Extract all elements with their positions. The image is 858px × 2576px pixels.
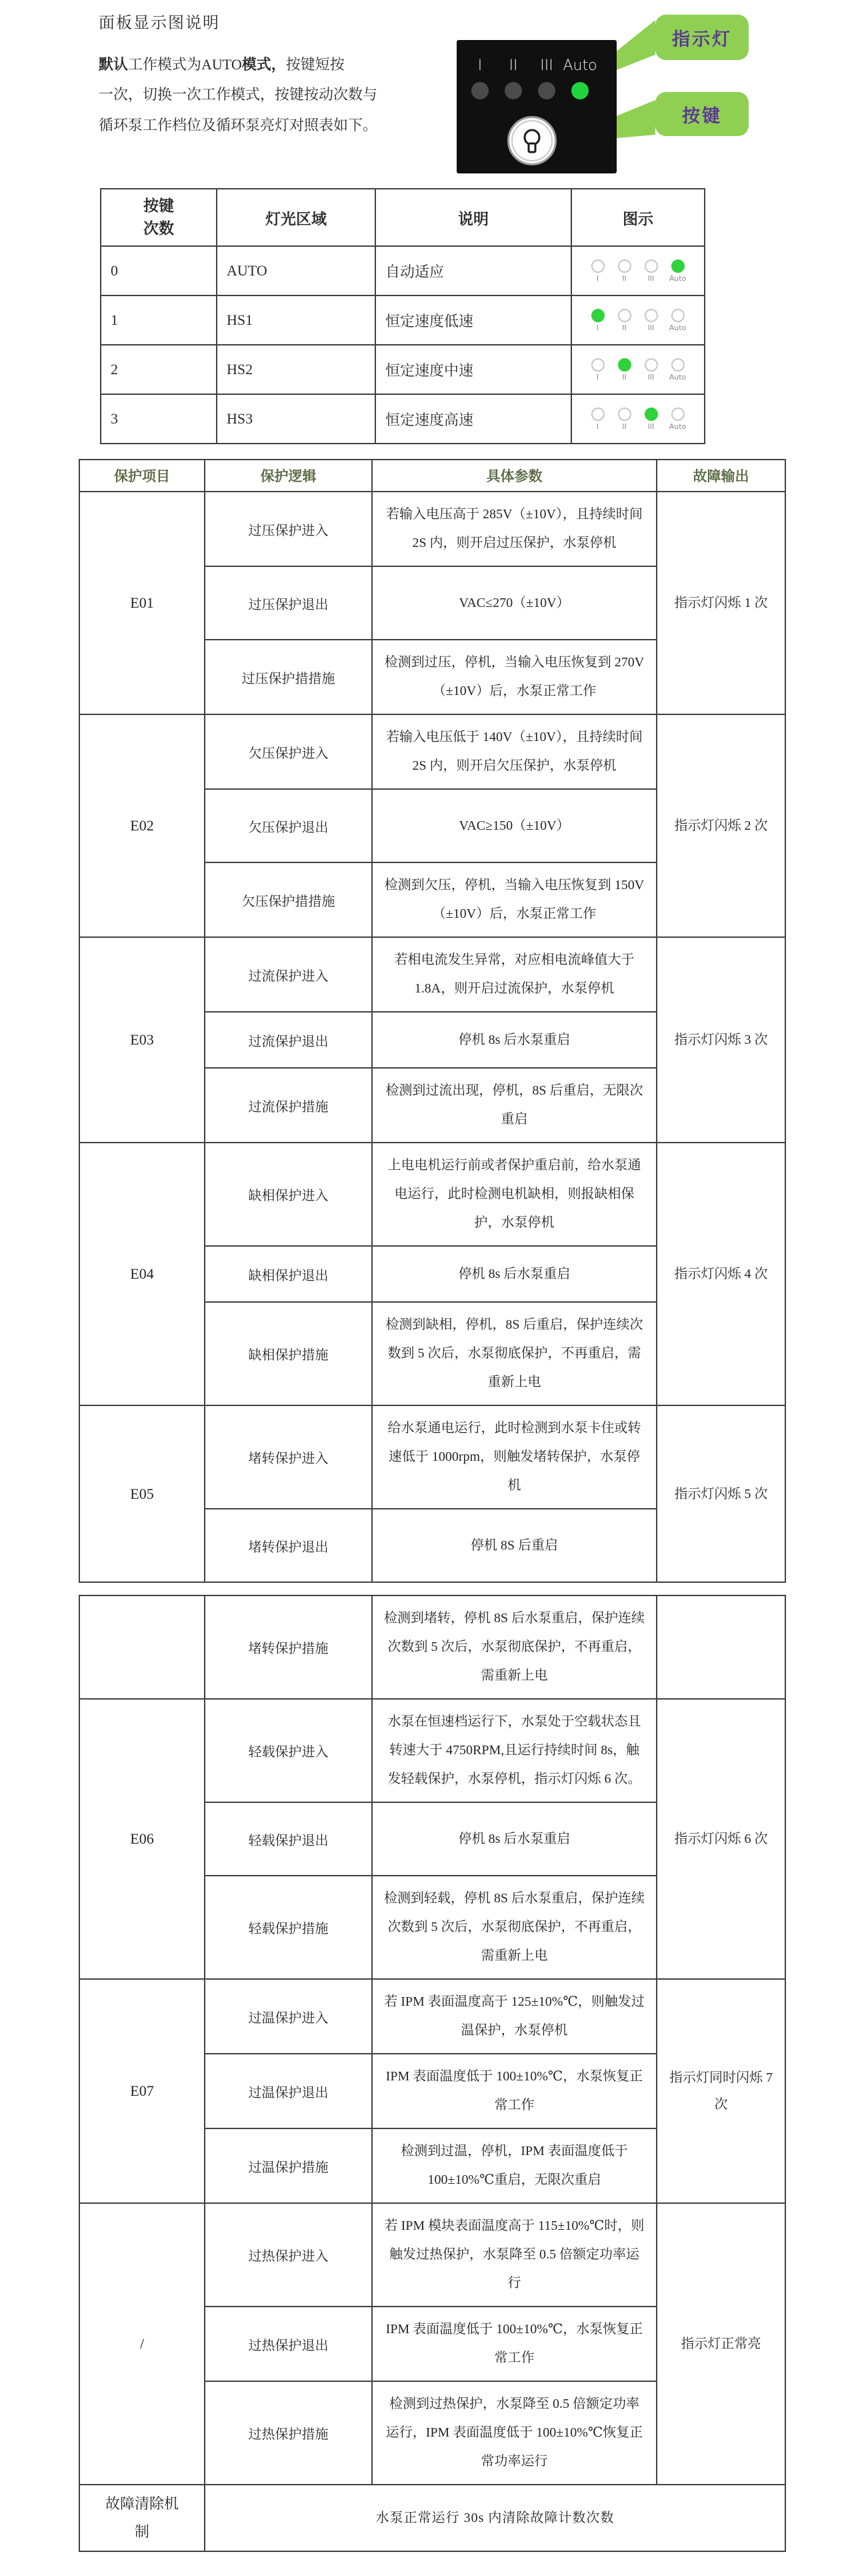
header-key-presses-label: 按键次数 bbox=[143, 197, 174, 237]
protection-param-cell: 检测到过热保护，水泵降至 0.5 倍额定功率运行，IPM 表面温度低于 100±10%℃恢复正常功率运行 bbox=[372, 2381, 657, 2485]
protection-param-cell: 若 IPM 模块表面温度高于 115±10%℃时，则触发过热保护，水泵降至 0.5 倍额定功率运行 bbox=[372, 2203, 657, 2307]
panel-lamp-i bbox=[462, 55, 498, 99]
lamp-dot-off bbox=[671, 358, 685, 372]
mode-row bbox=[101, 345, 705, 394]
protection-row bbox=[79, 492, 785, 566]
panel-lamp-label: I bbox=[477, 57, 483, 74]
lamp-ii bbox=[611, 408, 638, 431]
protection-param-cell: 上电电机运行前或者保护重启前，给水泵通电运行，此时检测电机缺相，则报缺相保护，水泵停机 bbox=[372, 1143, 657, 1246]
fault-output-cell: 指示灯闪烁 3 次 bbox=[657, 937, 785, 1143]
header-protection-item: 保护项目 bbox=[79, 460, 205, 492]
lamp-label: Auto bbox=[669, 323, 687, 332]
fault-clear-label-cell bbox=[79, 2485, 205, 2551]
protection-label-cell: 过热保护进入 bbox=[205, 2203, 372, 2307]
header-protection-logic: 保护逻辑 bbox=[205, 460, 372, 492]
lamp-label: III bbox=[647, 422, 655, 431]
protection-label-cell: 过热保护退出 bbox=[205, 2307, 372, 2381]
protection-label-cell: 堵转保护措施 bbox=[205, 1595, 372, 1699]
lamp-ii bbox=[611, 309, 638, 332]
page-title: 面板显示图说明 bbox=[99, 15, 220, 32]
lamp-auto bbox=[665, 259, 691, 283]
presses-cell: 0 bbox=[101, 246, 217, 295]
lamp-dot-off bbox=[645, 259, 658, 273]
lamp-auto bbox=[665, 309, 691, 332]
presses-cell: 3 bbox=[101, 394, 217, 444]
header-description: 说明 bbox=[375, 189, 571, 246]
power-button-ring bbox=[511, 120, 553, 161]
protection-row bbox=[79, 937, 785, 1012]
lamp-dot-on bbox=[591, 309, 605, 322]
lamp-i bbox=[585, 408, 611, 431]
lamp-i bbox=[585, 358, 611, 382]
protection-label-cell: 轻载保护退出 bbox=[205, 1802, 372, 1876]
lamp-label: III bbox=[647, 372, 655, 382]
lamp-label: I bbox=[596, 323, 599, 332]
protection-code-cell: / bbox=[79, 2203, 205, 2485]
lamp-indicator-group bbox=[571, 295, 705, 345]
protection-label-cell: 堵转保护进入 bbox=[205, 1405, 372, 1509]
panel-lamp-auto bbox=[562, 55, 598, 99]
lamp-label: II bbox=[622, 422, 627, 431]
protection-code-cell: E06 bbox=[79, 1699, 205, 1979]
intro-text-1: 工作模式为AUTO bbox=[128, 56, 242, 73]
panel-lamp-iii bbox=[529, 55, 565, 99]
callout-button-label: 按键 bbox=[682, 105, 722, 126]
protection-param-cell: 若输入电压高于 285V（±10V），且持续时间 2S 内，则开启过压保护，水泵停机 bbox=[372, 492, 657, 566]
lamp-iii bbox=[638, 259, 665, 283]
callout-indicator-label: 指示灯 bbox=[672, 29, 732, 49]
fault-clear-label: 故障清除机制 bbox=[105, 2495, 179, 2540]
fault-clear-row bbox=[79, 2485, 785, 2551]
lamp-dot-on bbox=[645, 408, 658, 421]
lamp-label: Auto bbox=[669, 372, 687, 382]
intro-bold-2: 模式， bbox=[241, 56, 286, 73]
protection-label-cell: 欠压保护进入 bbox=[205, 714, 372, 789]
protection-param-cell: 停机 8S 后重启 bbox=[372, 1509, 657, 1582]
fault-output-cell: 指示灯同时闪烁 7 次 bbox=[657, 1979, 785, 2203]
lamp-dot-on bbox=[618, 358, 631, 372]
lamp-dot-on bbox=[671, 259, 685, 273]
protection-param-cell: VAC≤270（±10V） bbox=[372, 566, 657, 640]
protection-param-cell: 若 IPM 表面温度高于 125±10%℃，则触发过温保护，水泵停机 bbox=[372, 1979, 657, 2054]
panel-lamp-dot-off bbox=[505, 82, 522, 99]
power-button bbox=[507, 116, 557, 165]
lamp-dot-off bbox=[671, 408, 685, 421]
panel-lamp-label: II bbox=[509, 57, 518, 74]
mode-row bbox=[101, 246, 705, 295]
protection-param-cell: 停机 8s 后水泵重启 bbox=[372, 1246, 657, 1302]
lamp-dot-off bbox=[591, 358, 605, 372]
lamp-indicator-group bbox=[571, 246, 705, 295]
table-gap bbox=[0, 444, 858, 459]
intro-bold-1: 默认 bbox=[99, 56, 129, 73]
lamp-dot-off bbox=[618, 408, 631, 421]
protection-param-cell: 检测到欠压，停机，当输入电压恢复到 150V（±10V）后，水泵正常工作 bbox=[372, 862, 657, 937]
protection-label-cell: 过温保护措施 bbox=[205, 2128, 372, 2203]
panel-lamp-label: Auto bbox=[563, 57, 597, 74]
protection-param-cell: VAC≥150（±10V） bbox=[372, 789, 657, 862]
protection-code-cell: E01 bbox=[79, 492, 205, 714]
callout-indicator-light bbox=[655, 15, 749, 60]
protection-code-cell: E03 bbox=[79, 937, 205, 1143]
protection-code-cell: E02 bbox=[79, 714, 205, 937]
protection-label-cell: 过流保护退出 bbox=[205, 1012, 372, 1068]
protection-label-cell: 过压保护进入 bbox=[205, 492, 372, 566]
protection-row bbox=[79, 1405, 785, 1509]
header-light-zone: 灯光区域 bbox=[217, 189, 375, 246]
intro-text-2: 按键短按 bbox=[285, 56, 345, 73]
lamp-dot-off bbox=[671, 309, 685, 322]
zone-cell: AUTO bbox=[217, 246, 375, 295]
panel-lamp-dot-on bbox=[571, 82, 589, 99]
protection-label-cell: 缺相保护措施 bbox=[205, 1302, 372, 1405]
mode-table bbox=[100, 188, 705, 444]
fault-output-cell-empty bbox=[657, 1595, 785, 1699]
zone-cell: HS2 bbox=[217, 345, 375, 394]
lamp-iii bbox=[638, 358, 665, 382]
protection-label-cell: 轻载保护进入 bbox=[205, 1699, 372, 1802]
lamp-label: III bbox=[647, 323, 655, 332]
protection-label-cell: 过压保护退出 bbox=[205, 566, 372, 640]
lamp-label: III bbox=[647, 273, 655, 283]
desc-cell: 恒定速度高速 bbox=[375, 394, 571, 444]
presses-cell: 2 bbox=[101, 345, 217, 394]
lamp-ii bbox=[611, 259, 638, 283]
intro-line-2: 一次，切换一次工作模式，按键按动次数与 bbox=[99, 86, 378, 103]
desc-cell: 恒定速度中速 bbox=[375, 345, 571, 394]
protection-code-cell: E07 bbox=[79, 1979, 205, 2203]
lamp-indicator-group bbox=[571, 345, 705, 394]
header-illustration: 图示 bbox=[571, 189, 705, 246]
page-break-gap bbox=[0, 1583, 858, 1595]
desc-cell: 恒定速度低速 bbox=[375, 295, 571, 345]
lamp-label: II bbox=[622, 273, 627, 283]
protection-label-cell: 过流保护措施 bbox=[205, 1068, 372, 1143]
protection-label-cell: 过温保护退出 bbox=[205, 2054, 372, 2128]
protection-row bbox=[79, 714, 785, 789]
protection-row bbox=[79, 1699, 785, 1802]
lamp-dot-off bbox=[618, 309, 631, 322]
zone-cell: HS3 bbox=[217, 394, 375, 444]
lamp-ii bbox=[611, 358, 638, 382]
panel-lamp-ii bbox=[495, 55, 531, 99]
desc-cell: 自动适应 bbox=[375, 246, 571, 295]
protection-param-cell: 检测到过流出现，停机，8S 后重启，无限次重启 bbox=[372, 1068, 657, 1143]
lamp-dot-off bbox=[591, 408, 605, 421]
bottom-padding bbox=[0, 2552, 858, 2576]
lamp-label: Auto bbox=[669, 273, 687, 283]
protection-row bbox=[79, 1595, 785, 1699]
callout-button bbox=[655, 92, 749, 136]
protection-param-cell: 给水泵通电运行，此时检测到水泵卡住或转速低于 1000rpm，则触发堵转保护，水泵停机 bbox=[372, 1405, 657, 1509]
protection-label-cell: 欠压保护措措施 bbox=[205, 862, 372, 937]
fault-output-cell: 指示灯正常亮 bbox=[657, 2203, 785, 2485]
presses-cell: 1 bbox=[101, 295, 217, 345]
protection-param-cell: 检测到缺相，停机，8S 后重启，保护连续次数到 5 次后，水泵彻底保护，不再重启，需重新上电 bbox=[372, 1302, 657, 1405]
pump-panel-image bbox=[457, 40, 617, 173]
protection-param-cell: 若相电流发生异常，对应相电流峰值大于 1.8A，则开启过流保护，水泵停机 bbox=[372, 937, 657, 1012]
power-icon bbox=[519, 126, 545, 155]
protection-label-cell: 缺相保护退出 bbox=[205, 1246, 372, 1302]
lamp-auto bbox=[665, 408, 691, 431]
protection-label-cell: 过温保护进入 bbox=[205, 1979, 372, 2054]
protection-header-row bbox=[79, 460, 785, 492]
fault-output-cell: 指示灯闪烁 2 次 bbox=[657, 714, 785, 937]
protection-label-cell: 堵转保护退出 bbox=[205, 1509, 372, 1582]
fault-clear-text-cell: 水泵正常运行 30s 内清除故障计数次数 bbox=[205, 2485, 785, 2551]
lamp-dot-off bbox=[591, 259, 605, 273]
intro-line-3: 循环泵工作档位及循环泵亮灯对照表如下。 bbox=[99, 116, 378, 133]
fault-output-cell: 指示灯闪烁 5 次 bbox=[657, 1405, 785, 1582]
protection-code-cell-empty bbox=[79, 1595, 205, 1699]
lamp-label: Auto bbox=[669, 422, 687, 431]
protection-code-cell: E05 bbox=[79, 1405, 205, 1582]
lamp-label: I bbox=[596, 422, 599, 431]
lamp-iii bbox=[638, 408, 665, 431]
protection-label-cell: 过压保护措措施 bbox=[205, 640, 372, 714]
header-fault-output: 故障输出 bbox=[657, 460, 785, 492]
header-parameters: 具体参数 bbox=[372, 460, 657, 492]
protection-table-segment-2 bbox=[79, 1595, 786, 2552]
panel-lamp-dot-off bbox=[538, 82, 555, 99]
lamp-dot-off bbox=[618, 259, 631, 273]
protection-param-cell: 停机 8s 后水泵重启 bbox=[372, 1012, 657, 1068]
fault-output-cell: 指示灯闪烁 4 次 bbox=[657, 1143, 785, 1405]
lamp-label: I bbox=[596, 273, 599, 283]
fault-output-cell: 指示灯闪烁 6 次 bbox=[657, 1699, 785, 1979]
lamp-auto bbox=[665, 358, 691, 382]
zone-cell: HS1 bbox=[217, 295, 375, 345]
protection-param-cell: 检测到堵转，停机 8S 后水泵重启，保护连续次数到 5 次后，水泵彻底保护，不再重启，需重新上电 bbox=[372, 1595, 657, 1699]
panel-lamp-label: III bbox=[540, 57, 553, 74]
protection-row bbox=[79, 2203, 785, 2307]
protection-param-cell: 停机 8s 后水泵重启 bbox=[372, 1802, 657, 1876]
protection-param-cell: 检测到过温，停机，IPM 表面温度低于 100±10%℃重启，无限次重启 bbox=[372, 2128, 657, 2203]
header-key-presses bbox=[101, 189, 217, 246]
fault-output-cell: 指示灯闪烁 1 次 bbox=[657, 492, 785, 714]
mode-row bbox=[101, 295, 705, 345]
lamp-dot-off bbox=[645, 358, 658, 372]
protection-label-cell: 轻载保护措施 bbox=[205, 1876, 372, 1979]
protection-label-cell: 欠压保护退出 bbox=[205, 789, 372, 862]
protection-table-segment-1 bbox=[79, 459, 786, 1583]
lamp-iii bbox=[638, 309, 665, 332]
protection-label-cell: 过热保护措施 bbox=[205, 2381, 372, 2485]
protection-param-cell: IPM 表面温度低于 100±10%℃，水泵恢复正常工作 bbox=[372, 2054, 657, 2128]
protection-code-cell: E04 bbox=[79, 1143, 205, 1405]
lamp-label: I bbox=[596, 372, 599, 382]
protection-row bbox=[79, 1143, 785, 1246]
protection-param-cell: 检测到轻载，停机 8S 后水泵重启，保护连续次数到 5 次后，水泵彻底保护，不再重启，需重新上电 bbox=[372, 1876, 657, 1979]
lamp-i bbox=[585, 259, 611, 283]
protection-param-cell: 水泵在恒速档运行下，水泵处于空载状态且转速大于 4750RPM,且运行持续时间 8s，触发轻载保护，水泵停机，指示灯闪烁 6 次。 bbox=[372, 1699, 657, 1802]
protection-param-cell: 检测到过压，停机，当输入电压恢复到 270V（±10V）后，水泵正常工作 bbox=[372, 640, 657, 714]
protection-label-cell: 缺相保护进入 bbox=[205, 1143, 372, 1246]
mode-row bbox=[101, 394, 705, 444]
lamp-indicator-group bbox=[571, 394, 705, 444]
lamp-i bbox=[585, 309, 611, 332]
hero-section bbox=[0, 0, 858, 188]
panel-lamp-dot-off bbox=[471, 82, 489, 99]
mode-table-header-row bbox=[101, 189, 705, 246]
protection-row bbox=[79, 1979, 785, 2054]
protection-label-cell: 过流保护进入 bbox=[205, 937, 372, 1012]
lamp-label: II bbox=[622, 372, 627, 382]
protection-param-cell: IPM 表面温度低于 100±10%℃，水泵恢复正常工作 bbox=[372, 2307, 657, 2381]
lamp-dot-off bbox=[645, 309, 658, 322]
lamp-label: II bbox=[622, 323, 627, 332]
protection-param-cell: 若输入电压低于 140V（±10V），且持续时间 2S 内，则开启欠压保护，水泵停机 bbox=[372, 714, 657, 789]
